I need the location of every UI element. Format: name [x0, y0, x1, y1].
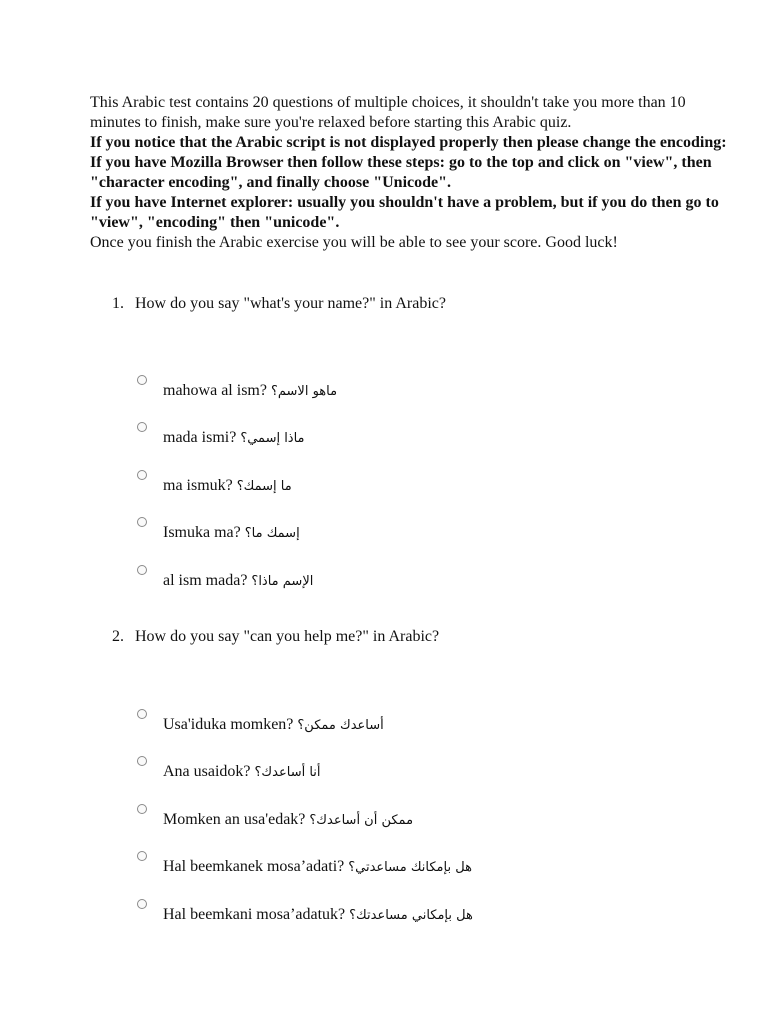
intro-section: [90, 93, 730, 253]
radio-button[interactable]: [137, 375, 147, 385]
radio-button[interactable]: [137, 804, 147, 814]
radio-button[interactable]: [137, 851, 147, 861]
option-latin: al ism mada?: [163, 572, 248, 589]
option-latin: ma ismuk?: [163, 477, 233, 494]
option-q1-e[interactable]: [137, 566, 314, 589]
option-arabic: إسمك ما؟: [244, 526, 300, 541]
option-latin: mada ismi?: [163, 429, 237, 446]
option-arabic: ممكن أن أساعدك؟: [309, 813, 414, 828]
question-text: How do you say "can you help me?" in Arabic?: [135, 628, 440, 645]
encoding-notice: If you notice that the Arabic script is not displayed properly then please change the encoding:: [90, 134, 727, 151]
question-2: [112, 627, 439, 647]
option-arabic: هل بإمكانك مساعدتي؟: [348, 860, 472, 875]
option-arabic: ما إسمك؟: [236, 479, 292, 494]
question-number: 1.: [112, 295, 124, 312]
option-q2-a[interactable]: [137, 710, 384, 733]
option-latin: Ismuka ma?: [163, 524, 241, 541]
option-q1-c[interactable]: [137, 471, 292, 494]
intro-text: This Arabic test contains 20 questions of multiple choices, it shouldn't take you more than 10 minutes to finish, make sure you're relaxed before starting this Arabic quiz.: [90, 94, 686, 131]
option-latin: Usa'iduka momken?: [163, 716, 294, 733]
option-q1-a[interactable]: [137, 376, 338, 399]
option-q2-c[interactable]: [137, 805, 414, 828]
option-q2-d[interactable]: [137, 852, 472, 875]
ie-instructions: If you have Internet explorer: usually you shouldn't have a problem, but if you do then go to "view", "encoding" then "unicode".: [90, 194, 719, 231]
radio-button[interactable]: [137, 709, 147, 719]
score-note: Once you finish the Arabic exercise you will be able to see your score. Good luck!: [90, 234, 618, 251]
radio-button[interactable]: [137, 565, 147, 575]
question-1: [112, 294, 446, 314]
question-text: How do you say "what's your name?" in Arabic?: [135, 295, 446, 312]
radio-button[interactable]: [137, 756, 147, 766]
option-latin: Hal beemkanek mosa’adati?: [163, 858, 345, 875]
radio-button[interactable]: [137, 422, 147, 432]
option-q2-b[interactable]: [137, 757, 321, 780]
option-arabic: هل بإمكاني مساعدتك؟: [349, 908, 473, 923]
question-number: 2.: [112, 628, 124, 645]
option-arabic: ماذا إسمي؟: [240, 431, 305, 446]
option-arabic: أساعدك ممكن؟: [297, 718, 384, 733]
option-arabic: ماهو الاسم؟: [270, 384, 338, 399]
option-arabic: الإسم ماذا؟: [251, 574, 314, 589]
radio-button[interactable]: [137, 470, 147, 480]
option-latin: Hal beemkani mosa’adatuk?: [163, 906, 346, 923]
option-q2-e[interactable]: [137, 900, 473, 923]
mozilla-instructions: If you have Mozilla Browser then follow these steps: go to the top and click on "view", then "character encoding", and finally choose "Unicode".: [90, 154, 712, 191]
option-latin: Momken an usa'edak?: [163, 811, 306, 828]
radio-button[interactable]: [137, 899, 147, 909]
option-arabic: أنا أساعدك؟: [254, 765, 321, 780]
option-latin: Ana usaidok?: [163, 763, 251, 780]
radio-button[interactable]: [137, 517, 147, 527]
option-q1-d[interactable]: [137, 518, 300, 541]
option-latin: mahowa al ism?: [163, 382, 267, 399]
option-q1-b[interactable]: [137, 423, 305, 446]
